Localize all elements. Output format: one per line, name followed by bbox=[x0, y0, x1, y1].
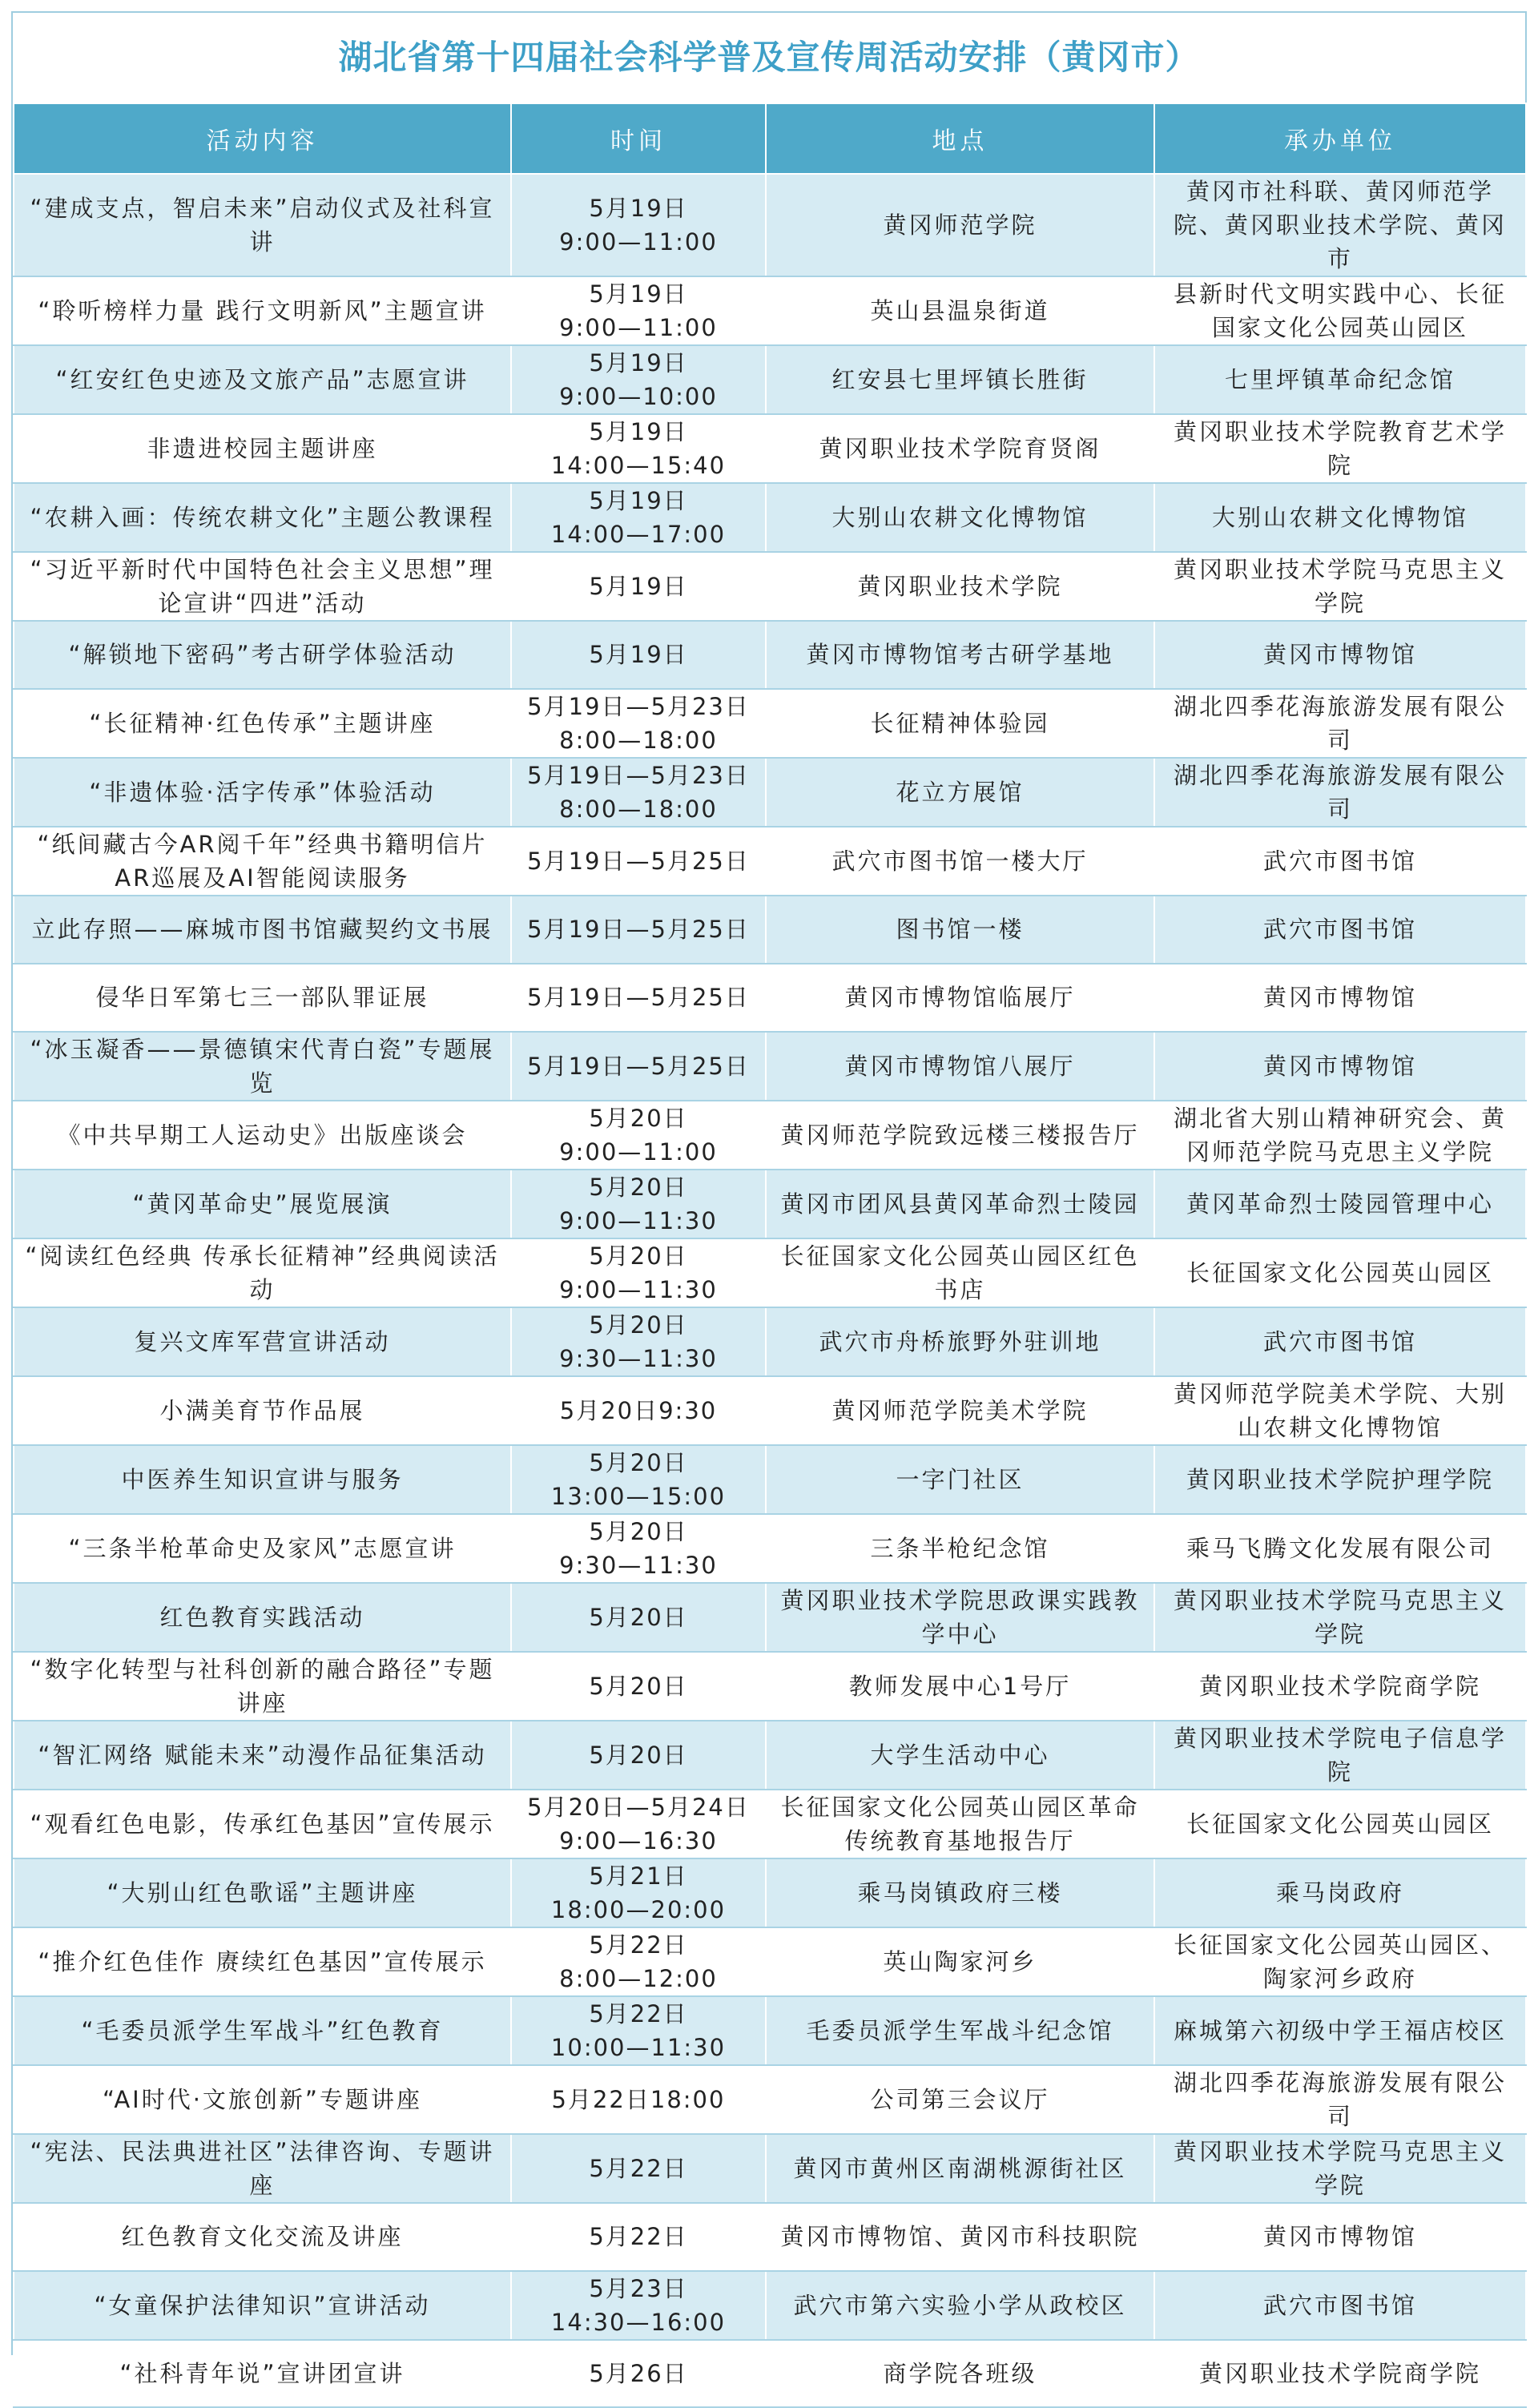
place-cell: 教师发展中心1号厅 bbox=[766, 1652, 1154, 1721]
activity-cell: 中医养生知识宣讲与服务 bbox=[14, 1445, 511, 1514]
activity-cell: “红安红色史迹及文旅产品”志愿宣讲 bbox=[14, 345, 511, 414]
activity-cell: 非遗进校园主题讲座 bbox=[14, 414, 511, 483]
organizer-cell: 七里坪镇革命纪念馆 bbox=[1154, 345, 1526, 414]
organizer-cell: 麻城第六初级中学王福店校区 bbox=[1154, 1996, 1526, 2065]
place-cell: 红安县七里坪镇长胜街 bbox=[766, 345, 1154, 414]
activity-cell: “非遗体验·活字传承”体验活动 bbox=[14, 758, 511, 827]
time-cell: 5月22日18:00 bbox=[511, 2065, 766, 2134]
organizer-cell: 湖北四季花海旅游发展有限公司 bbox=[1154, 758, 1526, 827]
place-cell: 黄冈职业技术学院 bbox=[766, 552, 1154, 621]
table-row bbox=[14, 1514, 1526, 1583]
table-row bbox=[14, 1858, 1526, 1927]
organizer-cell: 湖北四季花海旅游发展有限公司 bbox=[1154, 689, 1526, 758]
organizer-cell: 湖北省大别山精神研究会、黄冈师范学院马克思主义学院 bbox=[1154, 1101, 1526, 1170]
place-cell: 黄冈职业技术学院育贤阁 bbox=[766, 414, 1154, 483]
organizer-cell: 湖北四季花海旅游发展有限公司 bbox=[1154, 2065, 1526, 2134]
activity-cell: “解锁地下密码”考古研学体验活动 bbox=[14, 621, 511, 689]
table-row bbox=[14, 621, 1526, 689]
place-cell: 公司第三会议厅 bbox=[766, 2065, 1154, 2134]
place-cell: 大别山农耕文化博物馆 bbox=[766, 483, 1154, 552]
time-cell: 5月19日—5月23日 8:00—18:00 bbox=[511, 689, 766, 758]
table-row bbox=[14, 1721, 1526, 1790]
place-cell: 武穴市第六实验小学从政校区 bbox=[766, 2271, 1154, 2340]
place-cell: 大学生活动中心 bbox=[766, 1721, 1154, 1790]
organizer-cell: 黄冈职业技术学院马克思主义学院 bbox=[1154, 2134, 1526, 2203]
time-cell: 5月21日 18:00—20:00 bbox=[511, 1858, 766, 1927]
table-body bbox=[14, 174, 1526, 2407]
organizer-cell: 乘马岗政府 bbox=[1154, 1858, 1526, 1927]
place-cell: 黄冈市博物馆临展厅 bbox=[766, 964, 1154, 1032]
organizer-cell: 武穴市图书馆 bbox=[1154, 896, 1526, 964]
time-cell: 5月20日 bbox=[511, 1583, 766, 1652]
header-place: 地点 bbox=[766, 103, 1154, 174]
table-row bbox=[14, 827, 1526, 896]
table-row bbox=[14, 1445, 1526, 1514]
table-row bbox=[14, 758, 1526, 827]
place-cell: 黄冈市博物馆、黄冈市科技职院 bbox=[766, 2203, 1154, 2271]
table-row bbox=[14, 2340, 1526, 2408]
place-cell: 毛委员派学生军战斗纪念馆 bbox=[766, 1996, 1154, 2065]
table-row bbox=[14, 2065, 1526, 2134]
time-cell: 5月26日 bbox=[511, 2340, 766, 2408]
organizer-cell: 黄冈革命烈士陵园管理中心 bbox=[1154, 1170, 1526, 1238]
time-cell: 5月19日—5月25日 bbox=[511, 827, 766, 896]
activity-cell: “宪法、民法典进社区”法律咨询、专题讲座 bbox=[14, 2134, 511, 2203]
place-cell: 乘马岗镇政府三楼 bbox=[766, 1858, 1154, 1927]
activity-cell: 侵华日军第七三一部队罪证展 bbox=[14, 964, 511, 1032]
time-cell: 5月22日 10:00—11:30 bbox=[511, 1996, 766, 2065]
time-cell: 5月19日—5月23日 8:00—18:00 bbox=[511, 758, 766, 827]
time-cell: 5月20日 13:00—15:00 bbox=[511, 1445, 766, 1514]
time-cell: 5月20日 9:00—11:00 bbox=[511, 1101, 766, 1170]
place-cell: 三条半枪纪念馆 bbox=[766, 1514, 1154, 1583]
time-cell: 5月20日 9:30—11:30 bbox=[511, 1514, 766, 1583]
time-cell: 5月22日 bbox=[511, 2134, 766, 2203]
organizer-cell: 武穴市图书馆 bbox=[1154, 1307, 1526, 1376]
table-row bbox=[14, 964, 1526, 1032]
organizer-cell: 黄冈职业技术学院马克思主义学院 bbox=[1154, 552, 1526, 621]
activity-cell: 红色教育文化交流及讲座 bbox=[14, 2203, 511, 2271]
time-cell: 5月20日 9:00—11:30 bbox=[511, 1170, 766, 1238]
organizer-cell: 黄冈市博物馆 bbox=[1154, 964, 1526, 1032]
table-row bbox=[14, 1376, 1526, 1445]
time-cell: 5月19日—5月25日 bbox=[511, 896, 766, 964]
time-cell: 5月19日—5月25日 bbox=[511, 1032, 766, 1101]
time-cell: 5月22日 bbox=[511, 2203, 766, 2271]
header-organizer: 承办单位 bbox=[1154, 103, 1526, 174]
time-cell: 5月23日 14:30—16:00 bbox=[511, 2271, 766, 2340]
activity-cell: “智汇网络 赋能未来”动漫作品征集活动 bbox=[14, 1721, 511, 1790]
table-row bbox=[14, 2134, 1526, 2203]
time-cell: 5月20日 9:00—11:30 bbox=[511, 1238, 766, 1307]
place-cell: 黄冈市黄州区南湖桃源街社区 bbox=[766, 2134, 1154, 2203]
header-time: 时间 bbox=[511, 103, 766, 174]
place-cell: 黄冈师范学院美术学院 bbox=[766, 1376, 1154, 1445]
activity-cell: “数字化转型与社科创新的融合路径”专题讲座 bbox=[14, 1652, 511, 1721]
organizer-cell: 黄冈职业技术学院商学院 bbox=[1154, 1652, 1526, 1721]
table-row bbox=[14, 689, 1526, 758]
table-row bbox=[14, 1790, 1526, 1858]
organizer-cell: 黄冈师范学院美术学院、大别山农耕文化博物馆 bbox=[1154, 1376, 1526, 1445]
table-row bbox=[14, 1238, 1526, 1307]
organizer-cell: 长征国家文化公园英山园区 bbox=[1154, 1790, 1526, 1858]
activity-cell: “长征精神·红色传承”主题讲座 bbox=[14, 689, 511, 758]
activity-cell: “毛委员派学生军战斗”红色教育 bbox=[14, 1996, 511, 2065]
schedule-table bbox=[13, 103, 1527, 2408]
activity-cell: “建成支点，智启未来”启动仪式及社科宣讲 bbox=[14, 174, 511, 276]
time-cell: 5月20日 bbox=[511, 1652, 766, 1721]
time-cell: 5月20日9:30 bbox=[511, 1376, 766, 1445]
organizer-cell: 黄冈市博物馆 bbox=[1154, 621, 1526, 689]
place-cell: 黄冈市博物馆考古研学基地 bbox=[766, 621, 1154, 689]
organizer-cell: 长征国家文化公园英山园区、陶家河乡政府 bbox=[1154, 1927, 1526, 1996]
activity-cell: “女童保护法律知识”宣讲活动 bbox=[14, 2271, 511, 2340]
organizer-cell: 武穴市图书馆 bbox=[1154, 2271, 1526, 2340]
header-row bbox=[14, 103, 1526, 174]
place-cell: 英山县温泉街道 bbox=[766, 276, 1154, 345]
organizer-cell: 武穴市图书馆 bbox=[1154, 827, 1526, 896]
place-cell: 英山陶家河乡 bbox=[766, 1927, 1154, 1996]
organizer-cell: 黄冈职业技术学院电子信息学院 bbox=[1154, 1721, 1526, 1790]
table-row bbox=[14, 414, 1526, 483]
place-cell: 花立方展馆 bbox=[766, 758, 1154, 827]
table-row bbox=[14, 896, 1526, 964]
table-row bbox=[14, 2203, 1526, 2271]
page-title: 湖北省第十四届社会科学普及宣传周活动安排（黄冈市） bbox=[338, 38, 1200, 77]
table-row bbox=[14, 1583, 1526, 1652]
activity-cell: “推介红色佳作 赓续红色基因”宣传展示 bbox=[14, 1927, 511, 1996]
table-row bbox=[14, 1927, 1526, 1996]
table-row bbox=[14, 2271, 1526, 2340]
time-cell: 5月19日 bbox=[511, 552, 766, 621]
activity-cell: “农耕入画：传统农耕文化”主题公教课程 bbox=[14, 483, 511, 552]
table-row bbox=[14, 483, 1526, 552]
schedule-sheet bbox=[11, 11, 1527, 2387]
activity-cell: “观看红色电影，传承红色基因”宣传展示 bbox=[14, 1790, 511, 1858]
activity-cell: “大别山红色歌谣”主题讲座 bbox=[14, 1858, 511, 1927]
place-cell: 商学院各班级 bbox=[766, 2340, 1154, 2408]
time-cell: 5月20日—5月24日 9:00—16:30 bbox=[511, 1790, 766, 1858]
activity-cell: “社科青年说”宣讲团宣讲 bbox=[14, 2340, 511, 2408]
time-cell: 5月19日 9:00—10:00 bbox=[511, 345, 766, 414]
place-cell: 黄冈市博物馆八展厅 bbox=[766, 1032, 1154, 1101]
activity-cell: 复兴文库军营宣讲活动 bbox=[14, 1307, 511, 1376]
activity-cell: “纸间藏古今AR阅千年”经典书籍明信片AR巡展及AI智能阅读服务 bbox=[14, 827, 511, 896]
table-row bbox=[14, 1032, 1526, 1101]
organizer-cell: 黄冈市博物馆 bbox=[1154, 2203, 1526, 2271]
activity-cell: 小满美育节作品展 bbox=[14, 1376, 511, 1445]
table-row bbox=[14, 1170, 1526, 1238]
table-row bbox=[14, 345, 1526, 414]
organizer-cell: 黄冈市社科联、黄冈师范学院、黄冈职业技术学院、黄冈市 bbox=[1154, 174, 1526, 276]
place-cell: 黄冈职业技术学院思政课实践教学中心 bbox=[766, 1583, 1154, 1652]
activity-cell: 红色教育实践活动 bbox=[14, 1583, 511, 1652]
organizer-cell: 黄冈职业技术学院教育艺术学院 bbox=[1154, 414, 1526, 483]
table-row bbox=[14, 1652, 1526, 1721]
activity-cell: “聆听榜样力量 践行文明新风”主题宣讲 bbox=[14, 276, 511, 345]
time-cell: 5月19日 14:00—17:00 bbox=[511, 483, 766, 552]
table-row bbox=[14, 1101, 1526, 1170]
time-cell: 5月20日 9:30—11:30 bbox=[511, 1307, 766, 1376]
activity-cell: “AI时代·文旅创新”专题讲座 bbox=[14, 2065, 511, 2134]
activity-cell: “阅读红色经典 传承长征精神”经典阅读活动 bbox=[14, 1238, 511, 1307]
time-cell: 5月19日 9:00—11:00 bbox=[511, 174, 766, 276]
time-cell: 5月19日 bbox=[511, 621, 766, 689]
table-row bbox=[14, 552, 1526, 621]
organizer-cell: 黄冈市博物馆 bbox=[1154, 1032, 1526, 1101]
organizer-cell: 黄冈职业技术学院商学院 bbox=[1154, 2340, 1526, 2408]
place-cell: 图书馆一楼 bbox=[766, 896, 1154, 964]
place-cell: 武穴市图书馆一楼大厅 bbox=[766, 827, 1154, 896]
time-cell: 5月19日 9:00—11:00 bbox=[511, 276, 766, 345]
activity-cell: “冰玉凝香——景德镇宋代青白瓷”专题展览 bbox=[14, 1032, 511, 1101]
table-row bbox=[14, 1996, 1526, 2065]
place-cell: 黄冈师范学院 bbox=[766, 174, 1154, 276]
activity-cell: 立此存照——麻城市图书馆藏契约文书展 bbox=[14, 896, 511, 964]
header-activity: 活动内容 bbox=[14, 103, 511, 174]
time-cell: 5月20日 bbox=[511, 1721, 766, 1790]
organizer-cell: 长征国家文化公园英山园区 bbox=[1154, 1238, 1526, 1307]
activity-cell: “三条半枪革命史及家风”志愿宣讲 bbox=[14, 1514, 511, 1583]
time-cell: 5月19日—5月25日 bbox=[511, 964, 766, 1032]
organizer-cell: 大别山农耕文化博物馆 bbox=[1154, 483, 1526, 552]
place-cell: 武穴市舟桥旅野外驻训地 bbox=[766, 1307, 1154, 1376]
organizer-cell: 黄冈职业技术学院护理学院 bbox=[1154, 1445, 1526, 1514]
table-row bbox=[14, 276, 1526, 345]
place-cell: 长征精神体验园 bbox=[766, 689, 1154, 758]
place-cell: 长征国家文化公园英山园区革命传统教育基地报告厅 bbox=[766, 1790, 1154, 1858]
organizer-cell: 乘马飞腾文化发展有限公司 bbox=[1154, 1514, 1526, 1583]
activity-cell: 《中共早期工人运动史》出版座谈会 bbox=[14, 1101, 511, 1170]
activity-cell: “黄冈革命史”展览展演 bbox=[14, 1170, 511, 1238]
place-cell: 长征国家文化公园英山园区红色书店 bbox=[766, 1238, 1154, 1307]
place-cell: 黄冈市团风县黄冈革命烈士陵园 bbox=[766, 1170, 1154, 1238]
activity-cell: “习近平新时代中国特色社会主义思想”理论宣讲“四进”活动 bbox=[14, 552, 511, 621]
time-cell: 5月22日 8:00—12:00 bbox=[511, 1927, 766, 1996]
time-cell: 5月19日 14:00—15:40 bbox=[511, 414, 766, 483]
organizer-cell: 黄冈职业技术学院马克思主义学院 bbox=[1154, 1583, 1526, 1652]
place-cell: 一字门社区 bbox=[766, 1445, 1154, 1514]
table-row bbox=[14, 174, 1526, 276]
place-cell: 黄冈师范学院致远楼三楼报告厅 bbox=[766, 1101, 1154, 1170]
organizer-cell: 县新时代文明实践中心、长征国家文化公园英山园区 bbox=[1154, 276, 1526, 345]
table-row bbox=[14, 1307, 1526, 1376]
